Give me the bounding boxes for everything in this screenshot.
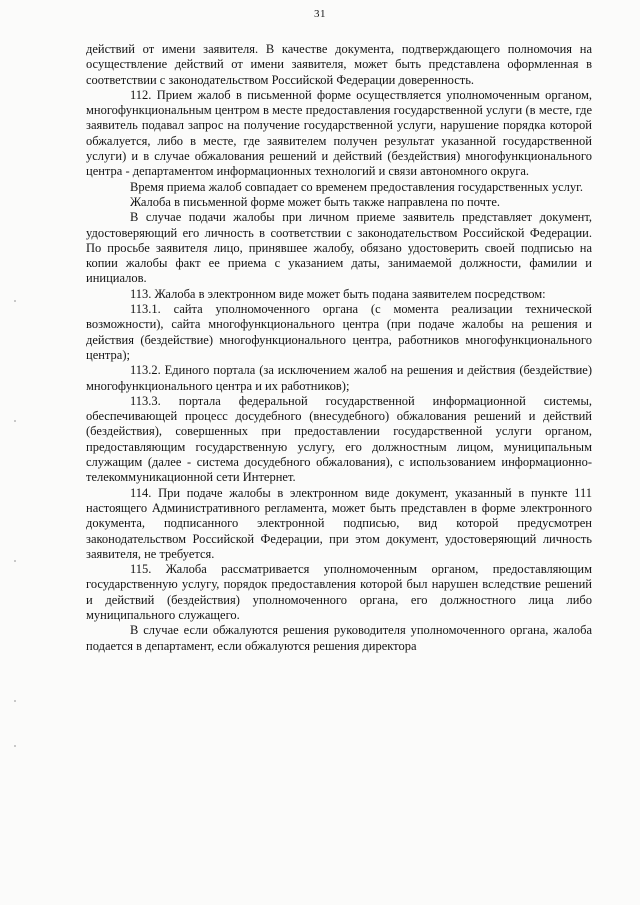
paragraph: Жалоба в письменной форме может быть также направлена по почте. bbox=[130, 194, 501, 209]
scan-artifact bbox=[14, 745, 16, 747]
paragraph: 113. Жалоба в электронном виде может быть подана заявителем посредством: bbox=[130, 286, 546, 301]
page-number: 31 bbox=[314, 8, 326, 20]
paragraph: 112. Прием жалоб в письменной форме осуществляется уполномоченным органом, многофункциональным центром в месте предоставления государственной услуги (в месте, где заявитель подавал запрос на получение государственной услуги, нарушение порядка которой обжалуется, либо в месте, где заявителем получен результат указанной государственной услуги) и в случае обжалования решений и действий (бездействия) многофункционального центра - департаментом информационных технологий и связи автономного округа. bbox=[86, 87, 592, 179]
paragraph: В случае если обжалуются решения руководителя уполномоченного органа, жалоба подается в департамент, если обжалуются решения директора bbox=[86, 623, 592, 653]
scan-artifact bbox=[14, 700, 16, 702]
scan-artifact bbox=[14, 560, 16, 562]
paragraph: 114. При подаче жалобы в электронном виде документ, указанный в пункте 111 настоящего Административного регламента, может быть представлен в форме электронного документа, подписанного электронной подписью, вид которой предусмотрен законодательством Российской Федерации, при этом документ, удостоверяющий личность заявителя, не требуется. bbox=[86, 485, 592, 561]
paragraph: 113.3. портала федеральной государственной информационной системы, обеспечивающей процесс досудебного (внесудебного) обжалования решений и действий (бездействия), совершенных при предоставлении государственной услуги органом, предоставляющим государственную услугу, его должностным лицом, муниципальным служащим (далее - система досудебного обжалования), с использованием информационно-телекоммуникационной сети Интернет. bbox=[86, 393, 592, 485]
scan-artifact bbox=[14, 420, 16, 422]
paragraph: 113.1. сайта уполномоченного органа (с момента реализации технической возможности), сайта многофункционального центра (при подаче жалобы на решения и действия (бездействие) многофункционального центра, работников многофункционального центра); bbox=[86, 302, 592, 362]
paragraph: 115. Жалоба рассматривается уполномоченным органом, предоставляющим государственную услугу, порядок предоставления которой был нарушен вследствие решений и действий (бездействия) уполномоченного органа, его должностного лица либо муниципального служащего. bbox=[86, 562, 592, 622]
paragraph: В случае подачи жалобы при личном приеме заявитель представляет документ, удостоверяющий его личность в соответствии с законодательством Российской Федерации. По просьбе заявителя лицо, принявшее жалобу, обязано удостоверить своей подписью на копии жалобы факт ее приема с указанием даты, занимаемой должности, фамилии и инициалов. bbox=[86, 210, 592, 286]
paragraph: Время приема жалоб совпадает со временем предоставления государственных услуг. bbox=[130, 179, 583, 194]
scan-artifact bbox=[14, 300, 16, 302]
paragraph: действий от имени заявителя. В качестве документа, подтверждающего полномочия на осуществление действий от имени заявителя, может быть представлена оформленная в соответствии с законодательством Российской Федерации доверенность. bbox=[86, 42, 592, 87]
document-body bbox=[86, 42, 592, 654]
paragraph: 113.2. Единого портала (за исключением жалоб на решения и действия (бездействие) многофункционального центра и их работников); bbox=[86, 363, 592, 393]
